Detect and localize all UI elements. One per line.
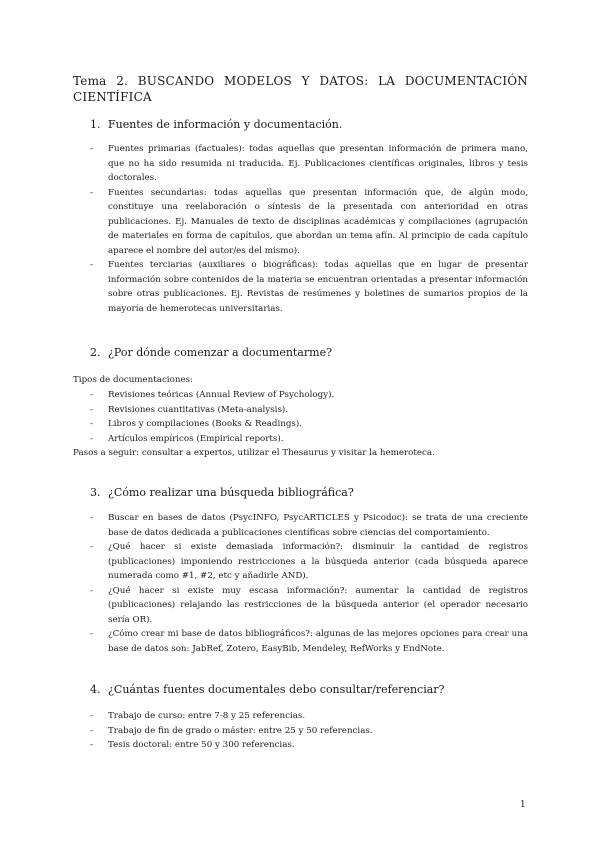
list-item-text: Buscar en bases de datos (PsycINFO, PsycARTICLES y Psicodoc): se trata de una creciente base de datos dedicada a publicaciones científicas sobre ciencias del comportamiento. <box>108 513 528 538</box>
section-4-list <box>90 709 528 753</box>
dash-bullet: - <box>90 725 93 736</box>
list-item-text: ¿Qué hacer si existe demasiada información?: disminuir la cantidad de registros (publicaciones) imponiendo restricciones a la búsqueda anterior (cada búsqueda aparece numerada como #1, #2, etc y añadirle AND). <box>108 542 528 581</box>
dash-bullet: - <box>90 629 93 639</box>
section-number: 1. <box>90 118 101 131</box>
list-item-text: Trabajo de curso: entre 7-8 y 25 referencias. <box>108 711 306 721</box>
section-2-heading <box>90 346 332 360</box>
list-item <box>90 142 528 186</box>
list-item <box>90 403 528 418</box>
dash-bullet: - <box>90 187 93 198</box>
page-number: 1 <box>520 800 526 810</box>
list-item-text: Libros y compilaciones (Books & Readings). <box>108 419 303 429</box>
dash-bullet: - <box>90 390 93 400</box>
list-item-text: Fuentes primarias (factuales): todas aquellas que presentan información de primera mano, que no ha sido resumida ni traducida. Ej. Publicaciones científicas originales, libros y tesis doctorales. <box>108 144 528 183</box>
list-item <box>90 584 528 628</box>
list-item-text: Fuentes terciarias (auxiliares o biográficas): todas aquellas que en lugar de presentar información sobre contenidos de la materia se encuentran orientadas a presentar información sobre otras publicaciones. Ej. Revistas de resúmenes y boletines de sumarios propios de la mayoría de hemerotecas universitarias. <box>108 260 528 314</box>
list-item <box>90 709 528 724</box>
dash-bullet: - <box>90 144 93 154</box>
section-2-list <box>90 388 528 446</box>
dash-bullet: - <box>90 260 93 270</box>
section-4-heading <box>90 683 444 697</box>
list-item <box>90 186 528 259</box>
section-number: 3. <box>90 486 101 499</box>
section-title: ¿Cómo realizar una búsqueda bibliográfica? <box>108 486 354 499</box>
dash-bullet: - <box>90 585 93 596</box>
section-title: ¿Cuántas fuentes documentales debo consultar/referenciar? <box>108 683 445 696</box>
section-3-list <box>90 511 528 656</box>
list-item <box>90 432 528 447</box>
list-item-text: ¿Cómo crear mi base de datos bibliográficos?: algunas de las mejores opciones para crear una base de datos son: JabRef, Zotero, EasyBib, Mendeley, RefWorks y EndNote. <box>108 629 528 654</box>
section-title: Fuentes de información y documentación. <box>108 118 343 131</box>
dash-bullet: - <box>90 542 93 552</box>
dash-bullet: - <box>90 419 93 429</box>
list-item <box>90 511 528 540</box>
list-item <box>90 540 528 584</box>
list-item-text: Revisiones cuantitativas (Meta-analysis). <box>108 404 289 415</box>
list-item-text: Revisiones teóricas (Annual Review of Psychology). <box>108 390 335 400</box>
list-item <box>90 388 528 403</box>
page-title: Tema 2. BUSCANDO MODELOS Y DATOS: LA DOCUMENTACIÓN CIENTÍFICA <box>73 74 528 104</box>
list-item <box>90 724 528 739</box>
list-item-text: Tesis doctoral: entre 50 y 300 referencias. <box>108 740 295 750</box>
list-item <box>90 738 528 753</box>
section-number: 2. <box>90 346 101 359</box>
dash-bullet: - <box>90 740 93 750</box>
section-1-list <box>90 142 528 316</box>
list-item <box>90 258 528 316</box>
section-2-intro: Tipos de documentaciones: <box>73 375 193 385</box>
section-title: ¿Por dónde comenzar a documentarme? <box>108 346 333 359</box>
list-item-text: ¿Qué hacer si existe muy escasa información?: aumentar la cantidad de registros (publicaciones) relajando las restricciones de la búsqueda anterior (el operador necesario sería OR). <box>108 585 528 625</box>
list-item-text: Fuentes secundarias: todas aquellas que presentan información que, de algún modo, constituye una reelaboración o síntesis de la presentada con anterioridad en otras publicaciones. Ej. Manuales de texto de disciplinas académicas y compilaciones (agrupación de materiales en forma de capítulos, que abordan un tema afín. Al principio de cada capítulo aparece el nombre del autor/es del mismo). <box>108 187 528 256</box>
list-item <box>90 627 528 656</box>
list-item <box>90 417 528 432</box>
list-item-text: Artículos empíricos (Empirical reports). <box>108 433 284 444</box>
dash-bullet: - <box>90 433 93 444</box>
dash-bullet: - <box>90 513 93 523</box>
list-item-text: Trabajo de fin de grado o máster: entre 25 y 50 referencias. <box>108 725 373 736</box>
section-3-heading <box>90 486 354 500</box>
section-number: 4. <box>90 683 101 696</box>
section-2-outro: Pasos a seguir: consultar a expertos, utilizar el Thesaurus y visitar la hemeroteca. <box>73 448 435 458</box>
dash-bullet: - <box>90 404 93 415</box>
section-1-heading <box>90 118 342 132</box>
dash-bullet: - <box>90 711 93 721</box>
